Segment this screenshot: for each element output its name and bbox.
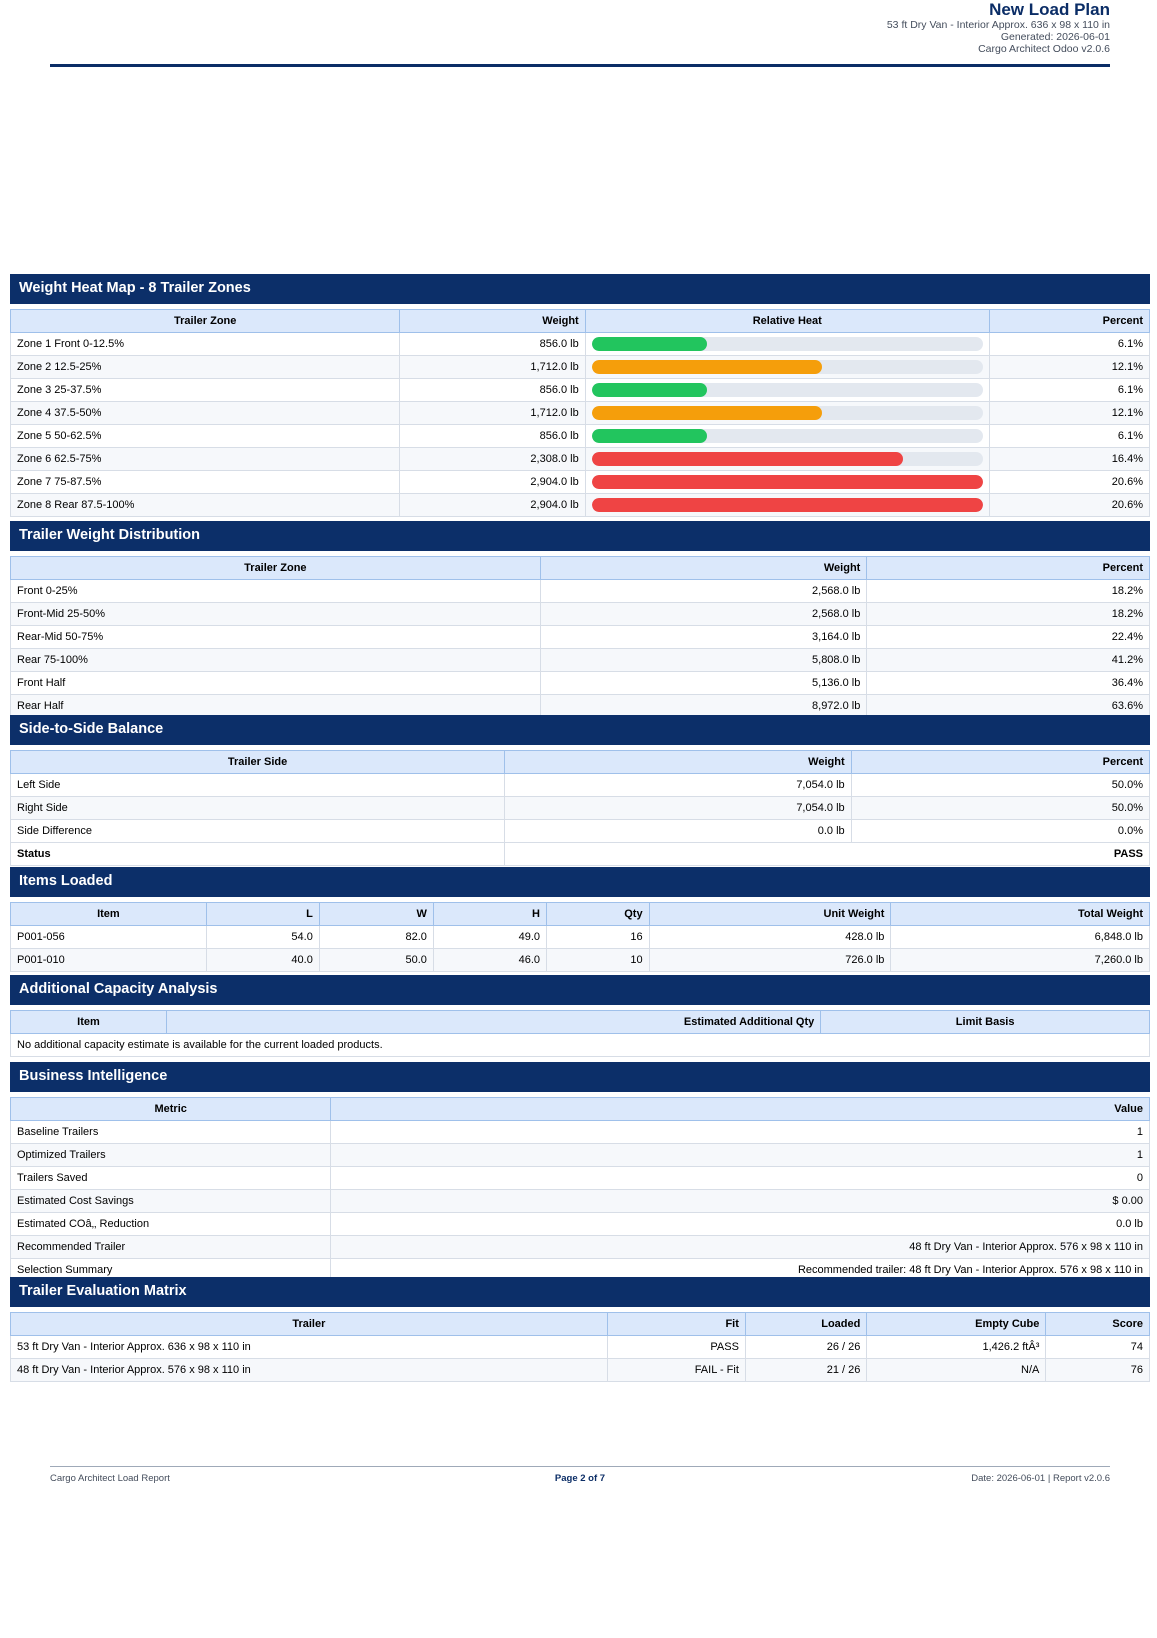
table-cell: 1: [331, 1121, 1150, 1144]
table-row: [11, 774, 1150, 797]
section-title: Additional Capacity Analysis: [10, 975, 1150, 1005]
zone-percent: 6.1%: [989, 379, 1149, 402]
col-header: Metric: [11, 1098, 331, 1121]
zone-name: Zone 6 62.5-75%: [11, 448, 400, 471]
table-cell: Front-Mid 25-50%: [11, 603, 541, 626]
heat-cell: [585, 379, 989, 402]
table-cell: 18.2%: [867, 603, 1150, 626]
heat-bar-fill: [592, 429, 707, 443]
table-cell: Rear-Mid 50-75%: [11, 626, 541, 649]
table-cell: 50.0%: [851, 797, 1149, 820]
table-row: [11, 926, 1150, 949]
zone-name: Zone 7 75-87.5%: [11, 471, 400, 494]
col-header: Fit: [607, 1313, 745, 1336]
col-header: Weight: [540, 557, 867, 580]
zone-name: Zone 3 25-37.5%: [11, 379, 400, 402]
col-header: Qty: [547, 903, 650, 926]
table-row: [11, 1034, 1150, 1057]
col-header: W: [319, 903, 433, 926]
col-header: L: [206, 903, 319, 926]
footer-date: Date: 2026-06-01 | Report v2.0.6: [971, 1473, 1110, 1484]
heat-bar-track: [592, 360, 983, 374]
items-section: [10, 867, 1150, 972]
table-cell: 18.2%: [867, 580, 1150, 603]
table-cell: 3,164.0 lb: [540, 626, 867, 649]
section-title: Trailer Evaluation Matrix: [10, 1277, 1150, 1307]
col-header: Percent: [989, 310, 1149, 333]
empty-message: No additional capacity estimate is available for the current loaded products.: [11, 1034, 1150, 1057]
table-row: [11, 1167, 1150, 1190]
generated-date: Generated: 2026-06-01: [1000, 31, 1110, 43]
table-cell: Front 0-25%: [11, 580, 541, 603]
table-row: [11, 1121, 1150, 1144]
col-header: Trailer Side: [11, 751, 505, 774]
status-badge: PASS: [505, 843, 1150, 866]
col-header: Percent: [867, 557, 1150, 580]
table-row: [11, 797, 1150, 820]
table-row: [11, 471, 1150, 494]
heat-cell: [585, 402, 989, 425]
table-cell: 7,054.0 lb: [505, 774, 852, 797]
report-header: [50, 0, 1110, 67]
heat-bar-fill: [592, 498, 983, 512]
col-header: Loaded: [745, 1313, 866, 1336]
section-title: Trailer Weight Distribution: [10, 521, 1150, 551]
table-cell: Trailers Saved: [11, 1167, 331, 1190]
table-cell: 5,808.0 lb: [540, 649, 867, 672]
app-version: Cargo Architect Odoo v2.0.6: [978, 43, 1110, 55]
table-cell: 7,260.0 lb: [891, 949, 1150, 972]
zone-weight: 2,308.0 lb: [400, 448, 585, 471]
heat-cell: [585, 425, 989, 448]
matrix-table: [10, 1312, 1150, 1382]
table-cell: 50.0: [319, 949, 433, 972]
table-row: [11, 626, 1150, 649]
zone-weight: 1,712.0 lb: [400, 402, 585, 425]
zone-weight: 2,904.0 lb: [400, 494, 585, 517]
table-cell: Rear Half: [11, 695, 541, 718]
status-label: Status: [11, 843, 505, 866]
table-cell: 7,054.0 lb: [505, 797, 852, 820]
col-header: Limit Basis: [821, 1011, 1150, 1034]
table-cell: 726.0 lb: [649, 949, 891, 972]
col-header: Percent: [851, 751, 1149, 774]
table-cell: 50.0%: [851, 774, 1149, 797]
col-header: Relative Heat: [585, 310, 989, 333]
zone-percent: 20.6%: [989, 494, 1149, 517]
zone-percent: 20.6%: [989, 471, 1149, 494]
zone-percent: 16.4%: [989, 448, 1149, 471]
table-cell: 22.4%: [867, 626, 1150, 649]
report-title: New Load Plan: [989, 0, 1110, 19]
heat-cell: [585, 333, 989, 356]
table-row: [11, 448, 1150, 471]
table-cell: Rear 75-100%: [11, 649, 541, 672]
table-row: [11, 1336, 1150, 1359]
heat-cell: [585, 356, 989, 379]
balance-table: [10, 750, 1150, 866]
table-cell: Optimized Trailers: [11, 1144, 331, 1167]
table-cell: Side Difference: [11, 820, 505, 843]
table-row: [11, 1213, 1150, 1236]
table-cell: 74: [1046, 1336, 1150, 1359]
zone-weight: 856.0 lb: [400, 425, 585, 448]
table-cell: 54.0: [206, 926, 319, 949]
table-row: [11, 1144, 1150, 1167]
col-header: Weight: [505, 751, 852, 774]
zone-weight: 2,904.0 lb: [400, 471, 585, 494]
col-header: Trailer Zone: [11, 310, 400, 333]
heat-bar-track: [592, 383, 983, 397]
heat-bar-fill: [592, 452, 903, 466]
col-header: Empty Cube: [867, 1313, 1046, 1336]
zone-name: Zone 1 Front 0-12.5%: [11, 333, 400, 356]
section-title: Items Loaded: [10, 867, 1150, 897]
table-cell: 16: [547, 926, 650, 949]
heat-bar-track: [592, 406, 983, 420]
table-cell: FAIL - Fit: [607, 1359, 745, 1382]
table-cell: 0: [331, 1167, 1150, 1190]
table-cell: Right Side: [11, 797, 505, 820]
table-cell: 2,568.0 lb: [540, 580, 867, 603]
table-cell: 0.0 lb: [505, 820, 852, 843]
col-header: Trailer Zone: [11, 557, 541, 580]
col-header: H: [433, 903, 546, 926]
heat-bar-track: [592, 498, 983, 512]
zone-percent: 12.1%: [989, 402, 1149, 425]
col-header: Value: [331, 1098, 1150, 1121]
table-row: [11, 494, 1150, 517]
bi-section: [10, 1062, 1150, 1282]
section-title: Weight Heat Map - 8 Trailer Zones: [10, 274, 1150, 304]
table-cell: Estimated COâ‚‚ Reduction: [11, 1213, 331, 1236]
distribution-section: [10, 521, 1150, 718]
zone-name: Zone 4 37.5-50%: [11, 402, 400, 425]
col-header: Total Weight: [891, 903, 1150, 926]
zone-name: Zone 5 50-62.5%: [11, 425, 400, 448]
table-row: [11, 402, 1150, 425]
page-footer: [50, 1466, 1110, 1484]
heat-bar-fill: [592, 360, 823, 374]
heatmap-table: [10, 309, 1150, 517]
table-cell: 6,848.0 lb: [891, 926, 1150, 949]
table-cell: 76: [1046, 1359, 1150, 1382]
table-cell: 48 ft Dry Van - Interior Approx. 576 x 98 x 110 in: [331, 1236, 1150, 1259]
table-cell: 0.0 lb: [331, 1213, 1150, 1236]
table-row: [11, 843, 1150, 866]
zone-percent: 6.1%: [989, 425, 1149, 448]
zone-name: Zone 8 Rear 87.5-100%: [11, 494, 400, 517]
table-cell: 53 ft Dry Van - Interior Approx. 636 x 98 x 110 in: [11, 1336, 608, 1359]
table-cell: 8,972.0 lb: [540, 695, 867, 718]
zone-weight: 856.0 lb: [400, 379, 585, 402]
table-cell: Baseline Trailers: [11, 1121, 331, 1144]
table-cell: Estimated Cost Savings: [11, 1190, 331, 1213]
table-cell: Selection Summary: [11, 1259, 331, 1282]
table-row: [11, 425, 1150, 448]
table-cell: 0.0%: [851, 820, 1149, 843]
table-row: [11, 333, 1150, 356]
table-cell: 10: [547, 949, 650, 972]
col-header: Item: [11, 903, 207, 926]
zone-weight: 1,712.0 lb: [400, 356, 585, 379]
table-row: [11, 1236, 1150, 1259]
heat-bar-fill: [592, 406, 823, 420]
table-cell: Recommended Trailer: [11, 1236, 331, 1259]
table-row: [11, 580, 1150, 603]
table-cell: 48 ft Dry Van - Interior Approx. 576 x 98 x 110 in: [11, 1359, 608, 1382]
table-cell: 63.6%: [867, 695, 1150, 718]
heat-cell: [585, 471, 989, 494]
table-row: [11, 649, 1150, 672]
table-row: [11, 603, 1150, 626]
section-title: Business Intelligence: [10, 1062, 1150, 1092]
table-cell: 1: [331, 1144, 1150, 1167]
table-cell: N/A: [867, 1359, 1046, 1382]
col-header: Unit Weight: [649, 903, 891, 926]
items-table: [10, 902, 1150, 972]
table-row: [11, 949, 1150, 972]
heat-bar-fill: [592, 475, 983, 489]
table-cell: Recommended trailer: 48 ft Dry Van - Interior Approx. 576 x 98 x 110 in: [331, 1259, 1150, 1282]
page-number: Page 2 of 7: [554, 1473, 606, 1484]
table-cell: 5,136.0 lb: [540, 672, 867, 695]
table-cell: 428.0 lb: [649, 926, 891, 949]
capacity-section: [10, 975, 1150, 1057]
table-cell: P001-010: [11, 949, 207, 972]
table-cell: 2,568.0 lb: [540, 603, 867, 626]
zone-weight: 856.0 lb: [400, 333, 585, 356]
table-row: [11, 820, 1150, 843]
table-cell: 40.0: [206, 949, 319, 972]
zone-name: Zone 2 12.5-25%: [11, 356, 400, 379]
zone-percent: 12.1%: [989, 356, 1149, 379]
heatmap-section: [10, 274, 1150, 517]
table-cell: 41.2%: [867, 649, 1150, 672]
table-cell: 82.0: [319, 926, 433, 949]
heat-bar-fill: [592, 383, 707, 397]
balance-section: [10, 715, 1150, 866]
heat-bar-track: [592, 429, 983, 443]
heat-bar-fill: [592, 337, 707, 351]
capacity-table: [10, 1010, 1150, 1057]
col-header: Estimated Additional Qty: [166, 1011, 820, 1034]
heat-bar-track: [592, 475, 983, 489]
table-cell: P001-056: [11, 926, 207, 949]
table-row: [11, 672, 1150, 695]
matrix-section: [10, 1277, 1150, 1382]
table-cell: 21 / 26: [745, 1359, 866, 1382]
col-header: Weight: [400, 310, 585, 333]
table-cell: Left Side: [11, 774, 505, 797]
table-cell: 1,426.2 ftÂ³: [867, 1336, 1046, 1359]
heat-bar-track: [592, 337, 983, 351]
heat-cell: [585, 448, 989, 471]
table-cell: Front Half: [11, 672, 541, 695]
table-row: [11, 379, 1150, 402]
footer-report-name: Cargo Architect Load Report: [50, 1473, 170, 1484]
distribution-table: [10, 556, 1150, 718]
col-header: Trailer: [11, 1313, 608, 1336]
heat-bar-track: [592, 452, 983, 466]
table-cell: $ 0.00: [331, 1190, 1150, 1213]
heat-cell: [585, 494, 989, 517]
zone-percent: 6.1%: [989, 333, 1149, 356]
table-row: [11, 1190, 1150, 1213]
table-cell: 26 / 26: [745, 1336, 866, 1359]
table-cell: PASS: [607, 1336, 745, 1359]
table-cell: 49.0: [433, 926, 546, 949]
section-title: Side-to-Side Balance: [10, 715, 1150, 745]
table-row: [11, 1359, 1150, 1382]
col-header: Score: [1046, 1313, 1150, 1336]
trailer-spec: 53 ft Dry Van - Interior Approx. 636 x 98 x 110 in: [886, 19, 1110, 31]
table-cell: 46.0: [433, 949, 546, 972]
bi-table: [10, 1097, 1150, 1282]
table-cell: 36.4%: [867, 672, 1150, 695]
col-header: Item: [11, 1011, 167, 1034]
table-row: [11, 356, 1150, 379]
